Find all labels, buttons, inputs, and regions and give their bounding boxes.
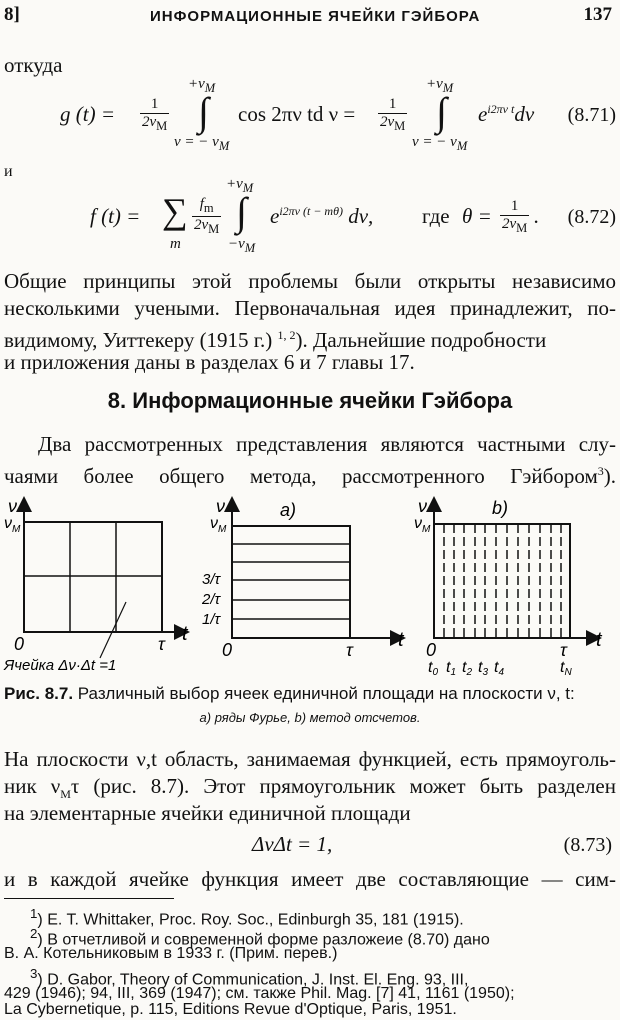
tick-3-tau: 3/τ xyxy=(202,571,221,588)
figure-caption: Рис. 8.7. Различный выбор ячеек единичной площади на плоскости ν, t: xyxy=(4,684,575,703)
paragraph-2-line-2: чаями более общего метода, рассмотренного Гэйбором$^3$). xyxy=(4,464,616,488)
integral-sign-icon: ∫ xyxy=(236,189,247,234)
tick-2-tau: 2/τ xyxy=(202,591,221,608)
paragraph-3-line-1: На плоскости ν,t область, занимаемая функцией, есть прямоуголь- xyxy=(4,747,616,771)
eq872-number: (8.72) xyxy=(567,206,616,228)
nu-m-label: $\nu_M$ xyxy=(4,515,21,535)
paragraph-1-line-1: Общие принципы этой проблемы были открыты независимо xyxy=(4,269,616,293)
paragraph-4: и в каждой ячейке функция имеет две составляющие — сим- xyxy=(4,867,616,891)
footnote-3: $^3$) D. Gabor, Theory of Communication, J. Inst. El. Eng. 93, III, xyxy=(30,966,469,989)
origin-label: 0 xyxy=(426,640,437,660)
t-axis-label: t xyxy=(182,623,188,645)
integral-sign-icon: ∫ xyxy=(198,89,209,134)
paragraph-3-line-2: ник $\nu_M\tau$ (рис. 8.7). Этот прямоугольник может быть разделен xyxy=(4,774,616,802)
nu-label: ν xyxy=(8,496,17,516)
footnote-3-cont-2: La Cybernetique, p. 115, Editions Revue d'Optique, Paris, 1951. xyxy=(4,1001,457,1018)
eq871-number: (8.71) xyxy=(567,104,616,126)
eq872-frac: $\frac{f_m}{2\nu_M}$ xyxy=(194,196,220,236)
eq871-integrand-cos: cos 2πν td ν = xyxy=(238,102,356,126)
paragraph-1-line-3: видимому, Уиттекеру (1915 г.) $^{1, 2}$). Дальнейшие подробности xyxy=(4,328,547,352)
nu-label: ν xyxy=(216,496,225,516)
t1-label: t1 xyxy=(446,659,457,675)
t2-label: t2 xyxy=(462,659,473,675)
t0-label: t0 xyxy=(428,659,439,675)
footnote-1: $^1$) E. T. Whittaker, Proc. Roy. Soc., Edinburgh 35, 181 (1915). xyxy=(30,906,464,929)
eq872-theta-frac: $\frac{1}{2\nu_M}$ xyxy=(502,198,528,235)
footnote-2: $^2$) В отчетливой и современной форме разложеие (8.70) дано xyxy=(30,926,490,949)
t3-label: t3 xyxy=(478,659,489,675)
eq871-lhs: g (t) = xyxy=(60,102,115,126)
chapter-marker: 8] xyxy=(4,4,20,25)
tick-1-tau: 1/τ xyxy=(202,611,221,628)
eq872-where: где xyxy=(422,204,450,228)
nu-label: ν xyxy=(418,496,427,516)
left-panel xyxy=(3,496,189,674)
t4-label: t4 xyxy=(494,659,505,675)
paragraph-1-line-4: и приложения даны в разделах 6 и 7 главы 17. xyxy=(4,350,415,374)
footnote-divider xyxy=(4,898,174,899)
eq872-theta: θ = xyxy=(462,204,492,228)
tau-label: τ xyxy=(158,634,165,654)
word-otkuda: откуда xyxy=(4,53,63,77)
tau-label: τ xyxy=(560,640,567,660)
equation-8-72: f (t) = ∑ m $\frac{f_m}{2\nu_M}$ $+\nu_M$ ∫ $-\nu_M$ $e^{i2\pi\nu (t - m\theta)}$ dν, где θ = $\frac{1}{2\nu_M}$ . (8.72) xyxy=(90,176,616,255)
middle-panel xyxy=(201,496,405,660)
integral-sign-icon: ∫ xyxy=(436,89,447,134)
tau-label: τ xyxy=(346,640,353,660)
paragraph-2-line-1: Два рассмотренных представления являются частными слу- xyxy=(38,432,616,456)
t-axis-label: t xyxy=(596,629,602,651)
eq873-number: (8.73) xyxy=(563,834,612,856)
right-panel xyxy=(414,496,603,675)
paragraph-1-line-2: несколькими учеными. Первоначальная идея принадлежит, по- xyxy=(4,296,616,320)
eq871-frac: $\frac{1}{2\nu_M}$ xyxy=(142,96,168,133)
t-axis-label: t xyxy=(398,629,404,651)
figure-subcaption: a) ряды Фурье, b) метод отсчетов. xyxy=(199,710,421,725)
footnote-3-cont-1: 429 (1946); 94, III, 369 (1947); см. также Phil. Mag. [7] 41, 1161 (1950); xyxy=(4,985,515,1002)
eq871-integrand-exp: $e^{i2\pi\nu t}d\nu$ xyxy=(478,102,535,126)
figure-8-7 xyxy=(0,490,620,675)
tn-label: tN xyxy=(560,659,572,675)
panel-b-label: b) xyxy=(492,498,509,518)
equation-8-71: g (t) = $\frac{1}{2\nu_M}$ $+\nu_M$ ∫ ν = − $\nu_M$ cos 2πν td ν = $\frac{1}{2\nu_M}$ $+\nu_M$ ∫ ν = − $\nu_M$ $e^{i2\pi\nu t}d\nu$ (8.71) xyxy=(60,76,616,153)
origin-label: 0 xyxy=(222,640,233,660)
paragraph-3-line-3: на элементарные ячейки единичной площади xyxy=(4,801,411,825)
origin-label: 0 xyxy=(14,634,25,654)
cell-label: Ячейка Δν·Δt =1 xyxy=(4,657,117,674)
equation-8-73: ΔνΔt = 1, xyxy=(252,832,333,856)
panel-a-label: a) xyxy=(280,500,297,520)
nu-m-label: $\nu_M$ xyxy=(210,515,227,535)
section-heading: 8. Информационные ячейки Гэйбора xyxy=(107,388,513,413)
footnote-2-cont: В. А. Котельниковым в 1933 г. (Прим. перев.) xyxy=(4,945,338,962)
word-and: и xyxy=(4,163,13,180)
eq871-frac-2: $\frac{1}{2\nu_M}$ xyxy=(380,96,406,133)
summation-icon: ∑ xyxy=(162,191,188,231)
eq872-integrand: $e^{i2\pi\nu (t - m\theta)}$ dν, xyxy=(270,204,374,228)
eq872-lhs: f (t) = xyxy=(90,204,141,228)
running-title: ИНФОРМАЦИОННЫЕ ЯЧЕЙКИ ГЭЙБОРА xyxy=(150,8,481,25)
page-number: 137 xyxy=(583,4,612,25)
nu-m-label: $\nu_M$ xyxy=(414,515,431,535)
